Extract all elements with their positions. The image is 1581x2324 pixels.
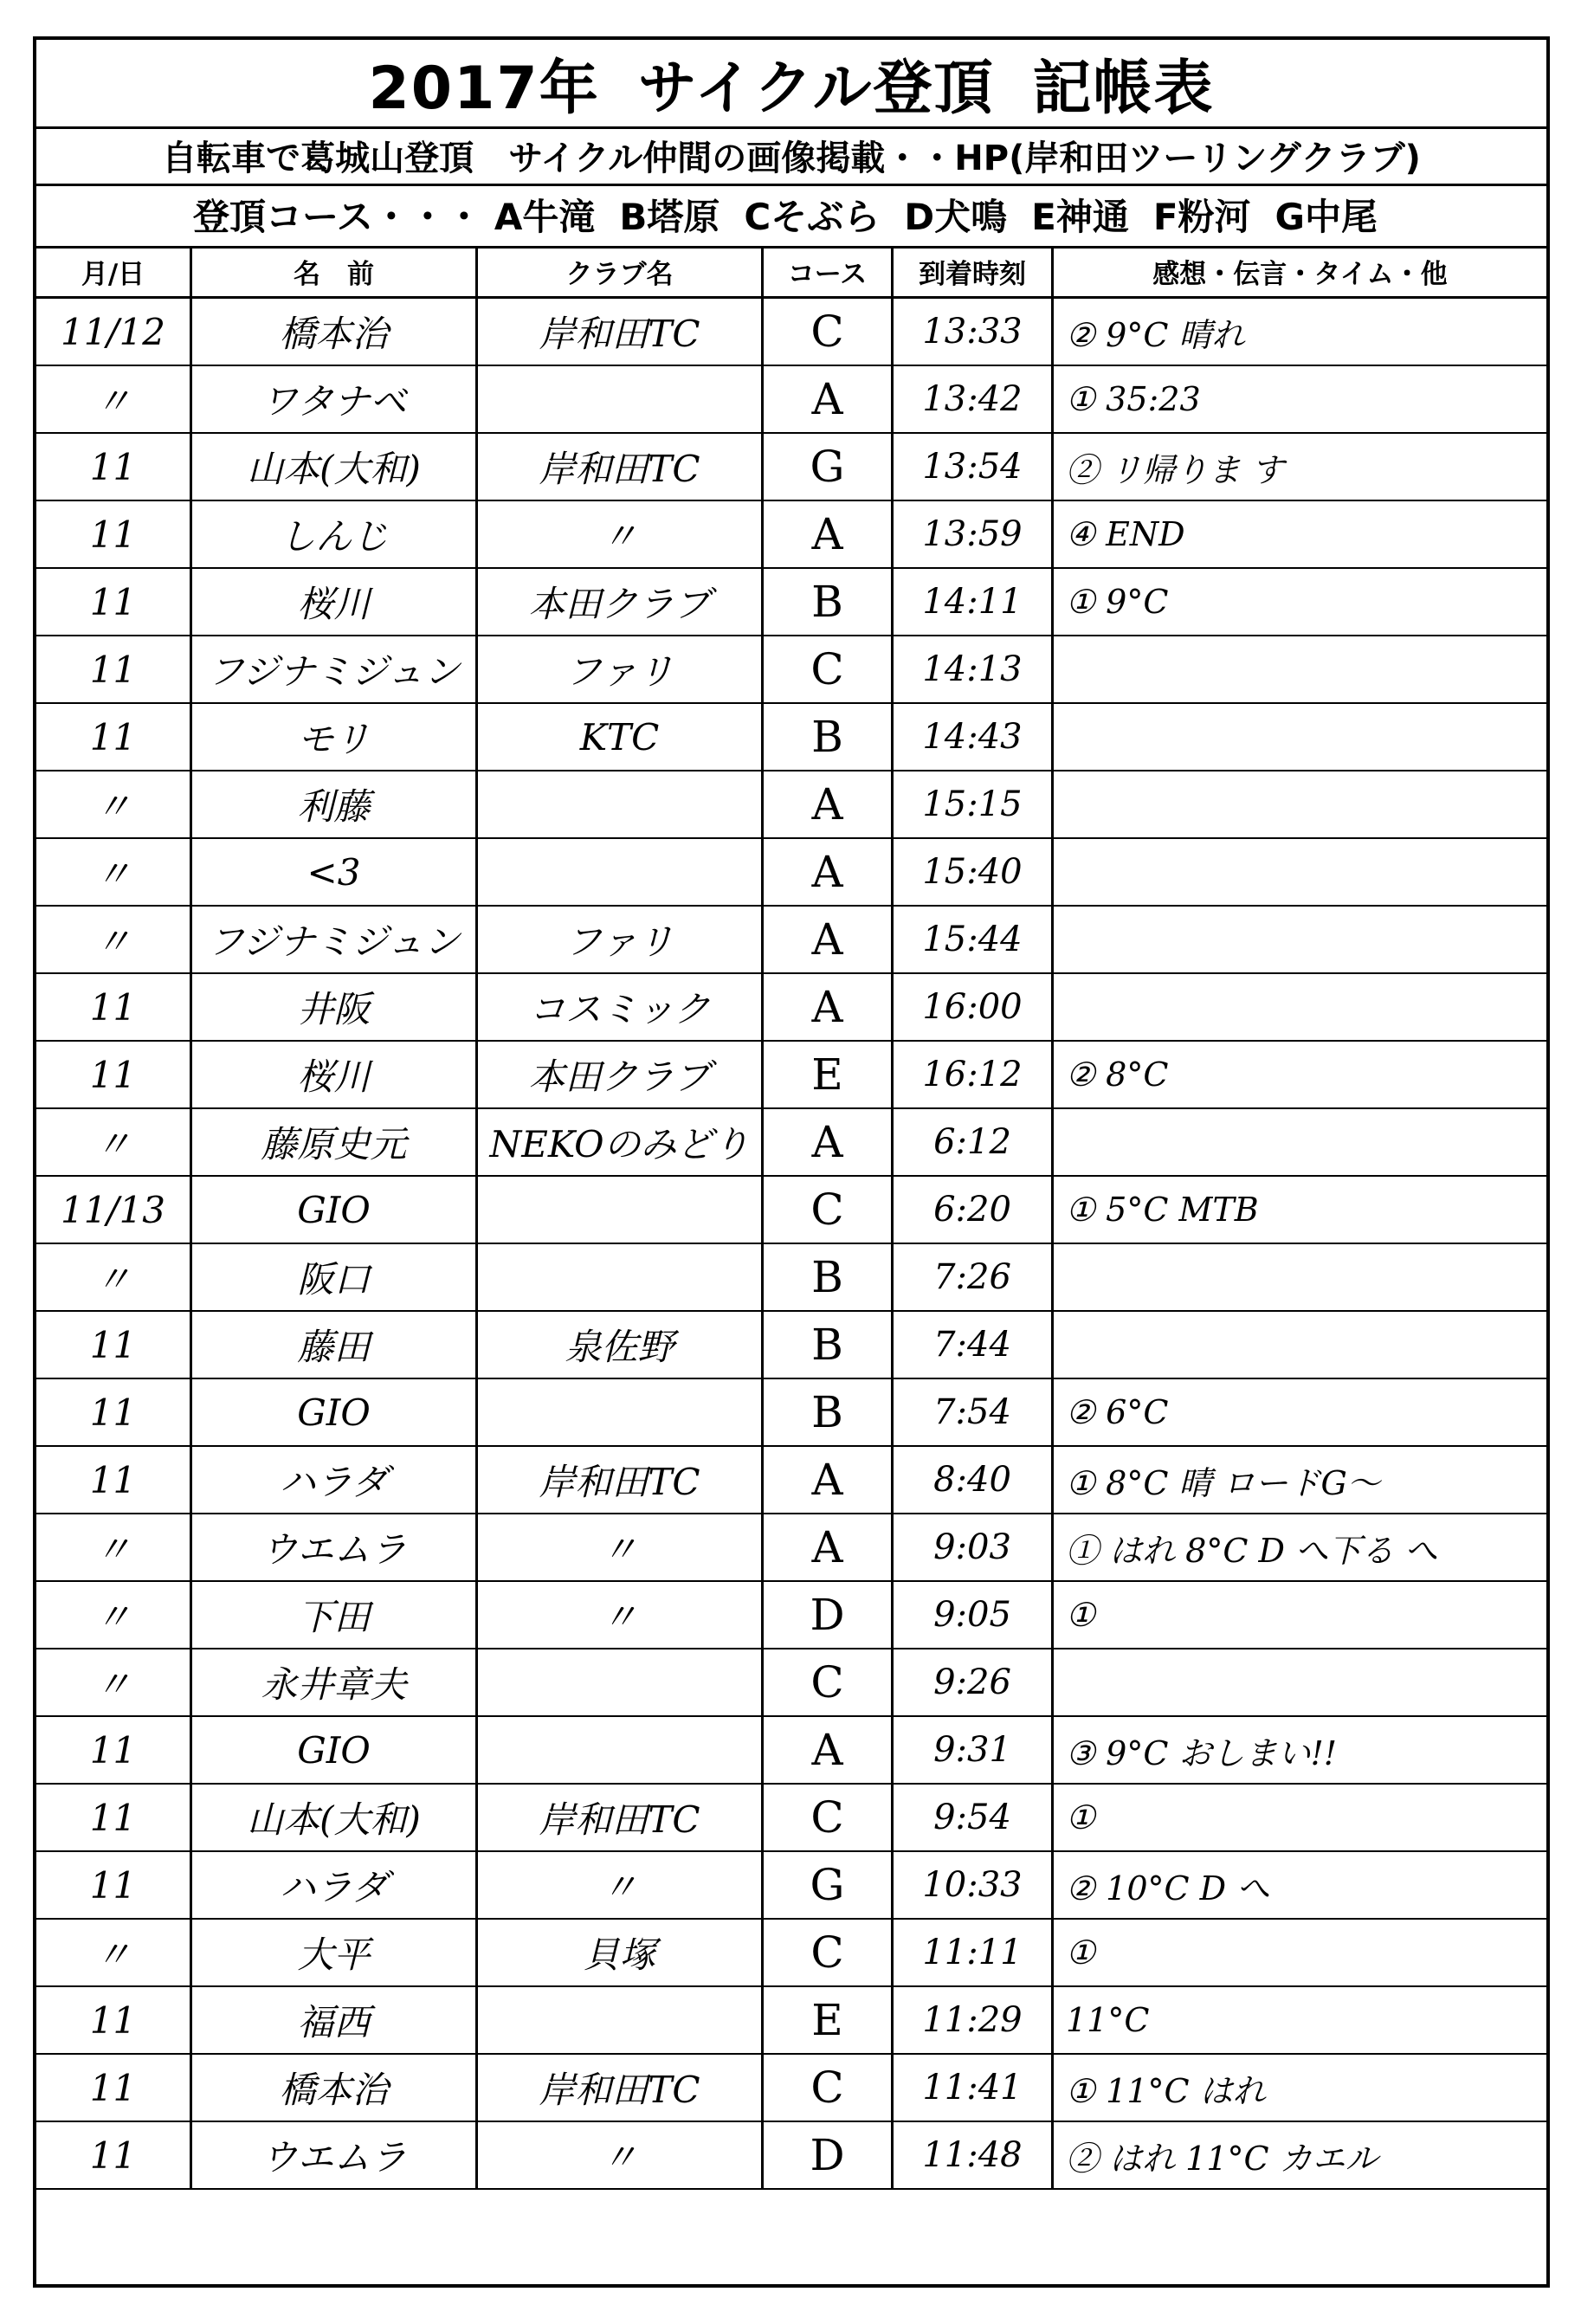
cell-date: 〃 (36, 1920, 192, 1985)
cell-date: 〃 (36, 1514, 192, 1580)
header-date: 月/日 (36, 246, 192, 296)
table-row (36, 1649, 1546, 1717)
cell-notes: ① (1066, 1933, 1096, 1972)
logbook-sheet (33, 36, 1550, 2288)
cell-notes: ① 8°C 晴 ロードG〜 (1066, 1463, 1380, 1502)
cell-date: 〃 (36, 907, 192, 972)
title-sub: 記帳表 (1032, 54, 1215, 123)
info-banner: 自転車で葛城山登頂 サイクル仲間の画像掲載・・HP(岸和田ツーリングクラブ) (36, 126, 1546, 186)
cell-name: <3 (192, 839, 478, 905)
course-legend (36, 184, 1546, 249)
cell-notes: ① (1066, 1798, 1096, 1837)
cell-course: C (764, 636, 894, 702)
cell-name: フジナミジュン (192, 636, 478, 702)
cell-notes: ① 9°C (1066, 583, 1169, 621)
course-b: B塔原 (619, 196, 720, 238)
cell-time: 7:26 (894, 1244, 1054, 1310)
cell-time: 11:11 (894, 1920, 1054, 1985)
cell-course: A (764, 771, 894, 837)
cell-course: C (764, 2055, 894, 2121)
cell-time: 11:41 (894, 2055, 1054, 2121)
cell-date: 〃 (36, 366, 192, 432)
cell-club: 貝塚 (478, 1920, 764, 1985)
table-row (36, 434, 1546, 501)
cell-date: 〃 (36, 1649, 192, 1715)
cell-time: 9:26 (894, 1649, 1054, 1715)
cell-date: 〃 (36, 1109, 192, 1175)
table-row (36, 839, 1546, 907)
table-row (36, 1987, 1546, 2055)
table-row (36, 1852, 1546, 1920)
cell-club: 〃 (478, 1582, 764, 1648)
cell-course: E (764, 1987, 894, 2053)
cell-date: 11 (36, 1379, 192, 1445)
cell-club (478, 366, 764, 432)
cell-notes: ② 9°C 晴れ (1066, 315, 1245, 354)
cell-name: 桜川 (192, 1042, 478, 1107)
table-row (36, 771, 1546, 839)
cell-date: 11/12 (36, 299, 192, 365)
cell-name: ハラダ (192, 1447, 478, 1513)
cell-club: 岸和田TC (478, 434, 764, 500)
cell-name: GIO (192, 1717, 478, 1783)
cell-notes: ② 6°C (1066, 1393, 1169, 1431)
course-f: F粉河 (1152, 196, 1251, 238)
cell-time: 10:33 (894, 1852, 1054, 1918)
cell-time: 16:12 (894, 1042, 1054, 1107)
cell-time: 6:20 (894, 1177, 1054, 1243)
cell-course: A (764, 1717, 894, 1783)
cell-time: 8:40 (894, 1447, 1054, 1513)
cell-notes: ② 10°C D へ (1066, 1869, 1270, 1908)
cell-club: 泉佐野 (478, 1312, 764, 1378)
cell-notes: ① 11°C はれ (1066, 2071, 1266, 2110)
cell-time: 14:11 (894, 569, 1054, 635)
cell-course: A (764, 974, 894, 1040)
table-row (36, 569, 1546, 636)
table-row (36, 704, 1546, 771)
course-d: D犬鳴 (904, 196, 1008, 238)
course-c: Cそぶら (744, 196, 881, 238)
cell-course: E (764, 1042, 894, 1107)
log-table (36, 246, 1546, 2190)
cell-course: A (764, 907, 894, 972)
cell-name: GIO (192, 1177, 478, 1243)
cell-club (478, 1177, 764, 1243)
cell-club: 岸和田TC (478, 1447, 764, 1513)
cell-name: 利藤 (192, 771, 478, 837)
cell-name: 阪口 (192, 1244, 478, 1310)
cell-time: 11:48 (894, 2122, 1054, 2188)
cell-club: 〃 (478, 2122, 764, 2188)
cell-course: G (764, 1852, 894, 1918)
table-row (36, 974, 1546, 1042)
cell-notes (1054, 704, 1546, 770)
cell-course: B (764, 1244, 894, 1310)
cell-time: 9:54 (894, 1785, 1054, 1850)
cell-name: 山本(大和) (192, 434, 478, 500)
header-name: 名 前 (192, 246, 478, 296)
cell-notes (1054, 1244, 1546, 1310)
course-a: A牛滝 (494, 196, 596, 238)
cell-notes (1054, 1312, 1546, 1378)
table-row (36, 501, 1546, 569)
cell-club: コスミック (478, 974, 764, 1040)
cell-notes: ④ END (1066, 515, 1185, 553)
cell-notes (1054, 771, 1546, 837)
cell-course: C (764, 1649, 894, 1715)
cell-time: 13:42 (894, 366, 1054, 432)
cell-name: 桜川 (192, 569, 478, 635)
cell-time: 15:44 (894, 907, 1054, 972)
cell-date: 11 (36, 1717, 192, 1783)
cell-name: 大平 (192, 1920, 478, 1985)
cell-date: 11 (36, 704, 192, 770)
cell-time: 6:12 (894, 1109, 1054, 1175)
cell-club (478, 1717, 764, 1783)
cell-date: 11 (36, 1987, 192, 2053)
cell-course: D (764, 1582, 894, 1648)
cell-date: 11 (36, 2055, 192, 2121)
cell-time: 11:29 (894, 1987, 1054, 2053)
cell-course: B (764, 704, 894, 770)
cell-course: D (764, 2122, 894, 2188)
table-row (36, 366, 1546, 434)
cell-date: 〃 (36, 1244, 192, 1310)
table-row (36, 1920, 1546, 1987)
cell-course: B (764, 569, 894, 635)
cell-time: 9:05 (894, 1582, 1054, 1648)
cell-notes: ② 8°C (1066, 1055, 1169, 1094)
cell-course: B (764, 1312, 894, 1378)
table-row (36, 299, 1546, 366)
cell-name: ハラダ (192, 1852, 478, 1918)
course-e: E神通 (1031, 196, 1129, 238)
cell-course: A (764, 1447, 894, 1513)
cell-name: ウエムラ (192, 2122, 478, 2188)
cell-club: 〃 (478, 501, 764, 567)
cell-name: 下田 (192, 1582, 478, 1648)
cell-course: A (764, 1514, 894, 1580)
cell-date: 11 (36, 1042, 192, 1107)
cell-course: C (764, 1920, 894, 1985)
cell-name: 井阪 (192, 974, 478, 1040)
cell-notes (1054, 636, 1546, 702)
cell-name: ウエムラ (192, 1514, 478, 1580)
cell-club (478, 1987, 764, 2053)
cell-notes: ② リ帰りま す (1066, 450, 1285, 489)
table-row (36, 1379, 1546, 1447)
cell-time: 13:33 (894, 299, 1054, 365)
cell-date: 11 (36, 1852, 192, 1918)
cell-notes (1054, 907, 1546, 972)
cell-date: 11 (36, 569, 192, 635)
cell-date: 11 (36, 1447, 192, 1513)
table-row (36, 1447, 1546, 1514)
header-course: コース (764, 246, 894, 296)
cell-time: 13:54 (894, 434, 1054, 500)
table-row (36, 1177, 1546, 1244)
table-row (36, 1582, 1546, 1649)
table-header (36, 246, 1546, 299)
cell-date: 〃 (36, 1582, 192, 1648)
cell-time: 15:15 (894, 771, 1054, 837)
table-row (36, 907, 1546, 974)
cell-notes: ② はれ 11°C カエル (1066, 2139, 1378, 2178)
page-title (36, 40, 1546, 129)
cell-notes (1054, 1109, 1546, 1175)
table-row (36, 2055, 1546, 2122)
cell-date: 〃 (36, 839, 192, 905)
cell-time: 16:00 (894, 974, 1054, 1040)
cell-notes: ③ 9°C おしまい!! (1066, 1733, 1338, 1772)
header-notes: 感想・伝言・タイム・他 (1152, 258, 1448, 290)
cell-date: 11 (36, 1312, 192, 1378)
cell-date: 11 (36, 974, 192, 1040)
cell-name: しんじ (192, 501, 478, 567)
table-row (36, 1109, 1546, 1177)
cell-club: ファリ (478, 907, 764, 972)
header-time: 到着時刻 (894, 246, 1054, 296)
cell-time: 14:13 (894, 636, 1054, 702)
cell-course: G (764, 434, 894, 500)
cell-notes: ① 35:23 (1066, 380, 1201, 418)
course-legend-prefix: 登頂コース・・・ (192, 196, 482, 238)
table-row (36, 1514, 1546, 1582)
cell-club (478, 1244, 764, 1310)
cell-name: モリ (192, 704, 478, 770)
cell-time: 14:43 (894, 704, 1054, 770)
table-body (36, 299, 1546, 2190)
cell-club: NEKOのみどり (478, 1109, 764, 1175)
table-row (36, 1244, 1546, 1312)
cell-name: フジナミジュン (192, 907, 478, 972)
cell-name: 永井章夫 (192, 1649, 478, 1715)
cell-course: A (764, 366, 894, 432)
cell-club: KTC (478, 704, 764, 770)
cell-club: 岸和田TC (478, 1785, 764, 1850)
cell-date: 11 (36, 501, 192, 567)
course-g: G中尾 (1274, 196, 1378, 238)
cell-notes: 11°C (1066, 2001, 1150, 2039)
cell-name: 橋本治 (192, 2055, 478, 2121)
cell-club (478, 1649, 764, 1715)
table-row (36, 1312, 1546, 1379)
cell-course: C (764, 299, 894, 365)
cell-course: C (764, 1177, 894, 1243)
cell-notes (1054, 839, 1546, 905)
table-row (36, 1785, 1546, 1852)
cell-club: 岸和田TC (478, 299, 764, 365)
cell-course: C (764, 1785, 894, 1850)
cell-club: ファリ (478, 636, 764, 702)
header-club: クラブ名 (478, 246, 764, 296)
cell-club: 岸和田TC (478, 2055, 764, 2121)
cell-time: 7:54 (894, 1379, 1054, 1445)
cell-course: A (764, 839, 894, 905)
cell-name: ワタナベ (192, 366, 478, 432)
cell-notes: ① はれ 8°C D へ下る へ (1066, 1531, 1438, 1570)
cell-name: GIO (192, 1379, 478, 1445)
cell-time: 9:31 (894, 1717, 1054, 1783)
cell-club (478, 839, 764, 905)
cell-club: 〃 (478, 1852, 764, 1918)
table-row (36, 1042, 1546, 1109)
cell-time: 7:44 (894, 1312, 1054, 1378)
table-row (36, 1717, 1546, 1785)
title-main: サイクル登頂 (637, 54, 995, 123)
cell-course: A (764, 1109, 894, 1175)
cell-date: 〃 (36, 771, 192, 837)
cell-name: 山本(大和) (192, 1785, 478, 1850)
cell-name: 藤原史元 (192, 1109, 478, 1175)
cell-club: 本田クラブ (478, 1042, 764, 1107)
cell-notes: ① 5°C MTB (1066, 1191, 1259, 1229)
cell-name: 橋本治 (192, 299, 478, 365)
table-row (36, 636, 1546, 704)
cell-course: A (764, 501, 894, 567)
cell-date: 11/13 (36, 1177, 192, 1243)
cell-notes (1054, 974, 1546, 1040)
cell-time: 9:03 (894, 1514, 1054, 1580)
table-row (36, 2122, 1546, 2190)
cell-club: 〃 (478, 1514, 764, 1580)
cell-club: 本田クラブ (478, 569, 764, 635)
cell-date: 11 (36, 1785, 192, 1850)
cell-club (478, 1379, 764, 1445)
cell-date: 11 (36, 434, 192, 500)
cell-date: 11 (36, 2122, 192, 2188)
cell-course: B (764, 1379, 894, 1445)
cell-notes: ① (1066, 1596, 1096, 1634)
cell-notes (1054, 1649, 1546, 1715)
title-year: 2017年 (368, 54, 600, 123)
cell-time: 15:40 (894, 839, 1054, 905)
cell-time: 13:59 (894, 501, 1054, 567)
cell-club (478, 771, 764, 837)
cell-name: 福西 (192, 1987, 478, 2053)
cell-name: 藤田 (192, 1312, 478, 1378)
cell-date: 11 (36, 636, 192, 702)
